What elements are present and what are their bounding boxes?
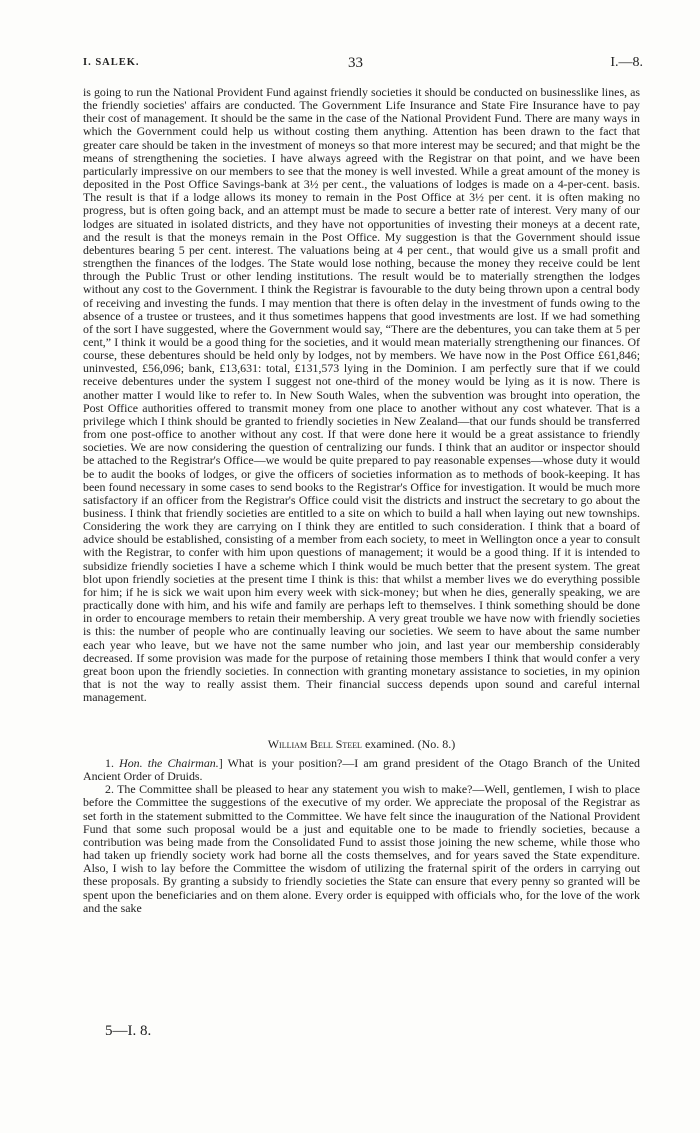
witness-name: William Bell Steel bbox=[267, 737, 362, 751]
examination-body bbox=[83, 757, 640, 915]
page-number: 33 bbox=[348, 55, 363, 71]
main-paragraph: is going to run the National Provident Fund against friendly societies it should be conducted on businesslike lines, as the friendly societies' affairs are conducted. The Government Life Insurance and State Fire Insurance have to pay their cost of management. It should be the same in the case of the National Provident Fund. There are many ways in which the Government could help us without costing them anything. Attention has been drawn to the fact that greater care should be taken in the investment of moneys so that more interest may be secured; and that might be the means of strengthening the societies. I have always agreed with the Registrar on that point, and we have been particularly impressive on our members to see that the money is well invested. While a great amount of the money is deposited in the Post Office Savings-bank at 3½ per cent., the valuations of lodges is made on a 4-per-cent. basis. The result is that if a lodge allows its money to remain in the Post Office at 3½ per cent. it is often making no progress, but is often going back, and an attempt must be made to secure a better rate of interest. Very many of our lodges are situated in isolated districts, and they have not opportunities of investing their moneys at a decent rate, and the result is that the moneys remain in the Post Office. My suggestion is that the Government should issue debentures bearing 5 per cent. interest. The valuations being at 4 per cent., that would give us a small profit and strengthen the finances of the lodges. The State would lose nothing, because the money they receive could be lent through the Public Trust or other lending institutions. The result would be to materially strengthen the lodges without any cost to the Government. I think the Registrar is favourable to the duty being thrown upon a central body of receiving and investing the funds. I may mention that there is often delay in the investment of funds owing to the absence of a trustee or trustees, and it thus sometimes happens that good investments are lost. If we had something of the sort I have suggested, where the Government would say, “There are the debentures, you can take them at 5 per cent,” I think it would be a good thing for the societies, and it would mean materially strengthening our finances. Of course, these debentures should be held only by lodges, not by members. We have now in the Post Office £61,846; uninvested, £56,096; bank, £13,631: total, £131,573 lying in the Dominion. I am perfectly sure that if we could receive debentures under the system I suggest not one-third of the money would be lying as it is now. There is another matter I would like to refer to. In New South Wales, when the subvention was brought into operation, the Post Office authorities offered to transmit money from one place to another without any cost whatever. That is a privilege which I think should be granted to friendly societies in New Zealand—that our funds should be transferred from one post-office to another without any cost. If that were done here it would be a great assistance to friendly societies. We are now considering the question of centralizing our funds. I think that an auditor or inspector should be attached to the Registrar's Office—we would be quite prepared to pay reasonable expenses—whose duty it would be to audit the books of lodges, or give the officers of societies information as to methods of book-keeping. It has been found necessary in some cases to send books to the Registrar's Office for investigation. It would be much more satisfactory if an officer from the Registrar's Office could visit the districts and instruct the secretary to go about the business. I think that friendly societies are entitled to a site on which to build a hall when laying out new townships. Considering the work they are carrying on I think they are entitled to such consideration. I think that a board of advice should be established, consisting of a member from each society, to meet in Wellington once a year to consult with the Registrar, to confer with him upon questions of management; it would be a good thing. If it is intended to subsidize friendly societies I have a scheme which I think would be much better that the present system. The great blot upon friendly societies at the present time I think is this: that whilst a member lives we do everything possible for him; if he is sick we wait upon him every week with sick-money; but when he dies, generally speaking, we are practically done with him, and his wife and family are perhaps left to themselves. I think something should be done in order to encourage members to retain their membership. A very great trouble we have now with friendly societies is this: the number of people who are continually leaving our societies. We seem to have about the same number each year who leave, but we have not the same number who join, and last year our membership considerably decreased. If some provision was made for the purpose of retaining those members I think that would confer a very great boon upon the friendly societies. In connection with granting monetary assistance to societies, in my opinion that is not the way to really assist them. Their financial success depends upon sound and careful internal management. bbox=[83, 85, 640, 705]
evidence-body bbox=[83, 86, 640, 704]
question-2-number: 2. bbox=[105, 782, 114, 797]
witness-number: (No. 8.) bbox=[417, 737, 456, 751]
question-1-text: ] What is your position?—I am grand president of the Otago Branch of the United Ancient Order of Druids. bbox=[83, 756, 640, 784]
signature-mark: 5—I. 8. bbox=[105, 1023, 152, 1039]
question-1-speaker: Hon. the Chairman. bbox=[119, 756, 219, 770]
question-2 bbox=[83, 783, 640, 915]
running-head-left: I. SALEK. bbox=[83, 57, 140, 68]
question-2-text: The Committee shall be pleased to hear any statement you wish to make?—Well, gentlemen, I wish to place before the Committee the suggestions of the executive of my order. We appreciate the proposal of the Registrar as set forth in the statement submitted to the Committee. We have felt since the inauguration of the National Provident Fund that some such proposal would be a just and equitable one to be made to friendly societies, because a contribution was being made from the Consolidated Fund to assist those joining the new scheme, while those who had taken up friendly society work had borne all the costs themselves, and for years saved the State expenditure. Also, I wish to lay before the Committee the wisdom of utilizing the fraternal spirit of the orders in carrying out these proposals. By granting a subsidy to friendly societies the State can ensure that every penny so granted will be spent upon the beneficiaries and on them alone. Every order is equipped with officials who, for the love of the work and the sake bbox=[83, 782, 640, 915]
witness-heading bbox=[83, 737, 640, 752]
page-header bbox=[83, 55, 643, 75]
witness-examined: examined. bbox=[364, 737, 415, 751]
question-1-number: 1. bbox=[105, 756, 114, 770]
document-reference: I.—8. bbox=[610, 55, 643, 70]
question-1 bbox=[83, 757, 640, 783]
